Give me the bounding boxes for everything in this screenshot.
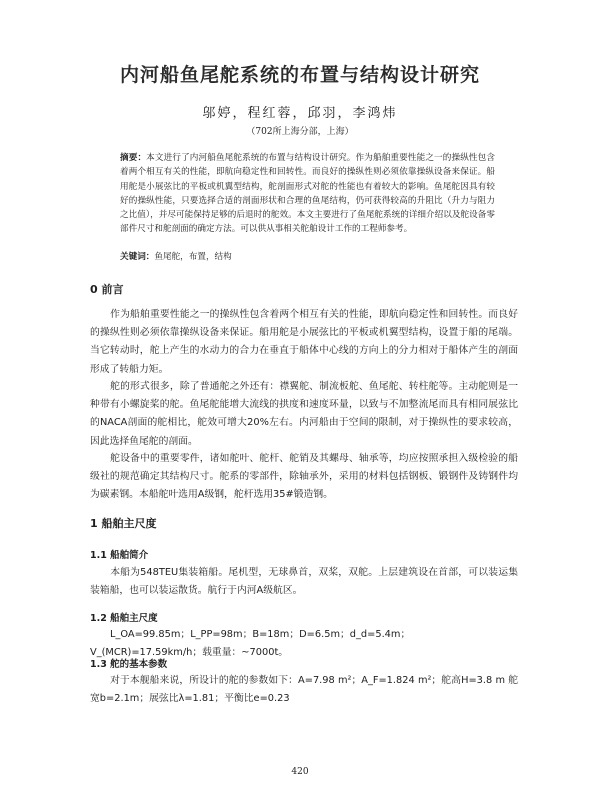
paper-title: 内河船鱼尾舵系统的布置与结构设计研究: [119, 64, 480, 86]
keywords: [120, 250, 495, 264]
section-0-paragraph-1: [90, 306, 518, 379]
section-1-3-heading: 1.3 舵的基本参数: [90, 659, 168, 670]
section-1-1-text: 本船为548TEU集装箱船。尾机型，无球鼻首，双桨，双舵。上层建筑设在首部，可以装运集装箱船，也可以装运散货。航行于内河A级航区。: [90, 567, 518, 597]
section-0-paragraph-2-text: 舵的形式很多，除了普通舵之外还有：襟翼舵、制流板舵、鱼尾舵、转柱舵等。主动舵则是一种带有小螺旋桨的舵。鱼尾舵能增大流线的拱度和速度环量，以致与不加整流尾而具有相同展弦比的NACA剖面的舵相比，舵效可增大20%左右。内河船由于空间的限制，对于操纵性的要求较高，因此选择鱼尾舵的剖面。: [90, 381, 518, 447]
section-1-2-text: L_OA=99.85m；L_PP=98m；B=18m；D=6.5m；d_d=5.4m；V_(MCR)=17.59km/h；载重量：~7000t。: [90, 629, 411, 659]
section-0-paragraph-3: [90, 450, 518, 505]
section-0-paragraph-2: [90, 378, 518, 451]
section-1-1-paragraph: [90, 564, 518, 600]
keywords-text: 鱼尾舵，布置，结构: [154, 252, 232, 262]
abstract: [120, 151, 495, 237]
authors: 邬婷，程红蓉，邱羽，李鸿炜: [202, 106, 398, 121]
affiliation: （702所上海分部，上海）: [246, 127, 354, 137]
section-1-2-heading: 1.2 船舶主尺度: [90, 613, 158, 624]
section-1-3-text: 对于本舰船来说，所设计的舵的参数如下：A=7.98 m²；A_F=1.824 m²；舵高H=3.8 m 舵宽b=2.1m；展弦比λ=1.81；平衡比e=0.23: [90, 675, 518, 705]
section-1-3-paragraph: [90, 672, 518, 708]
keywords-label: 关键词：: [120, 252, 155, 262]
section-0-heading: 0 前言: [90, 283, 124, 296]
section-0-paragraph-3-text: 舵设备中的重要零件，诸如舵叶、舵杆、舵销及其螺母、轴承等，均应按照承担入级检验的船级社的规范确定其结构尺寸。舵系的零部件，除轴承外，采用的材料包括钢板、锻钢件及铸钢件均为碳素钢。本船舵叶选用A级钢，舵杆选用35#锻造钢。: [90, 453, 518, 501]
abstract-text: 本文进行了内河船鱼尾舵系统的布置与结构设计研究。作为船舶重要性能之一的操纵性包含着两个相互有关的性能，即航向稳定性和回转性。而良好的操纵性则必须依靠操纵设备来保证。船用舵是小展弦比的平板或机翼型结构，舵剖面形式对舵的性能也有着较大的影响。鱼尾舵因具有较好的操纵性能，只要选择合适的剖面形状和合理的鱼尾结构，仍可获得较高的升阻比（升力与阻力之比值），并尽可能保持足够的后退时的舵效。本文主要进行了鱼尾舵系统的详细介绍以及舵设备零部件尺寸和舵剖面的确定方法。可以供从事相关舵舶设计工作的工程师参考。: [120, 153, 495, 235]
section-0-paragraph-1-text: 作为船舶重要性能之一的操纵性包含着两个相互有关的性能，即航向稳定性和回转性。而良好的操纵性则必须依靠操纵设备来保证。船用舵是小展弦比的平板或机翼型结构，设置于船的尾端。当它转动时，舵上产生的水动力的合力在垂直于船体中心线的方向上的分力相对于船体产生的剖面形成了转船力矩。: [90, 309, 518, 375]
abstract-label: 摘要：: [120, 153, 147, 163]
page-number: 420: [291, 767, 309, 777]
section-1-1-heading: 1.1 船舶简介: [90, 550, 149, 561]
section-1-heading: 1 船舶主尺度: [90, 517, 157, 530]
